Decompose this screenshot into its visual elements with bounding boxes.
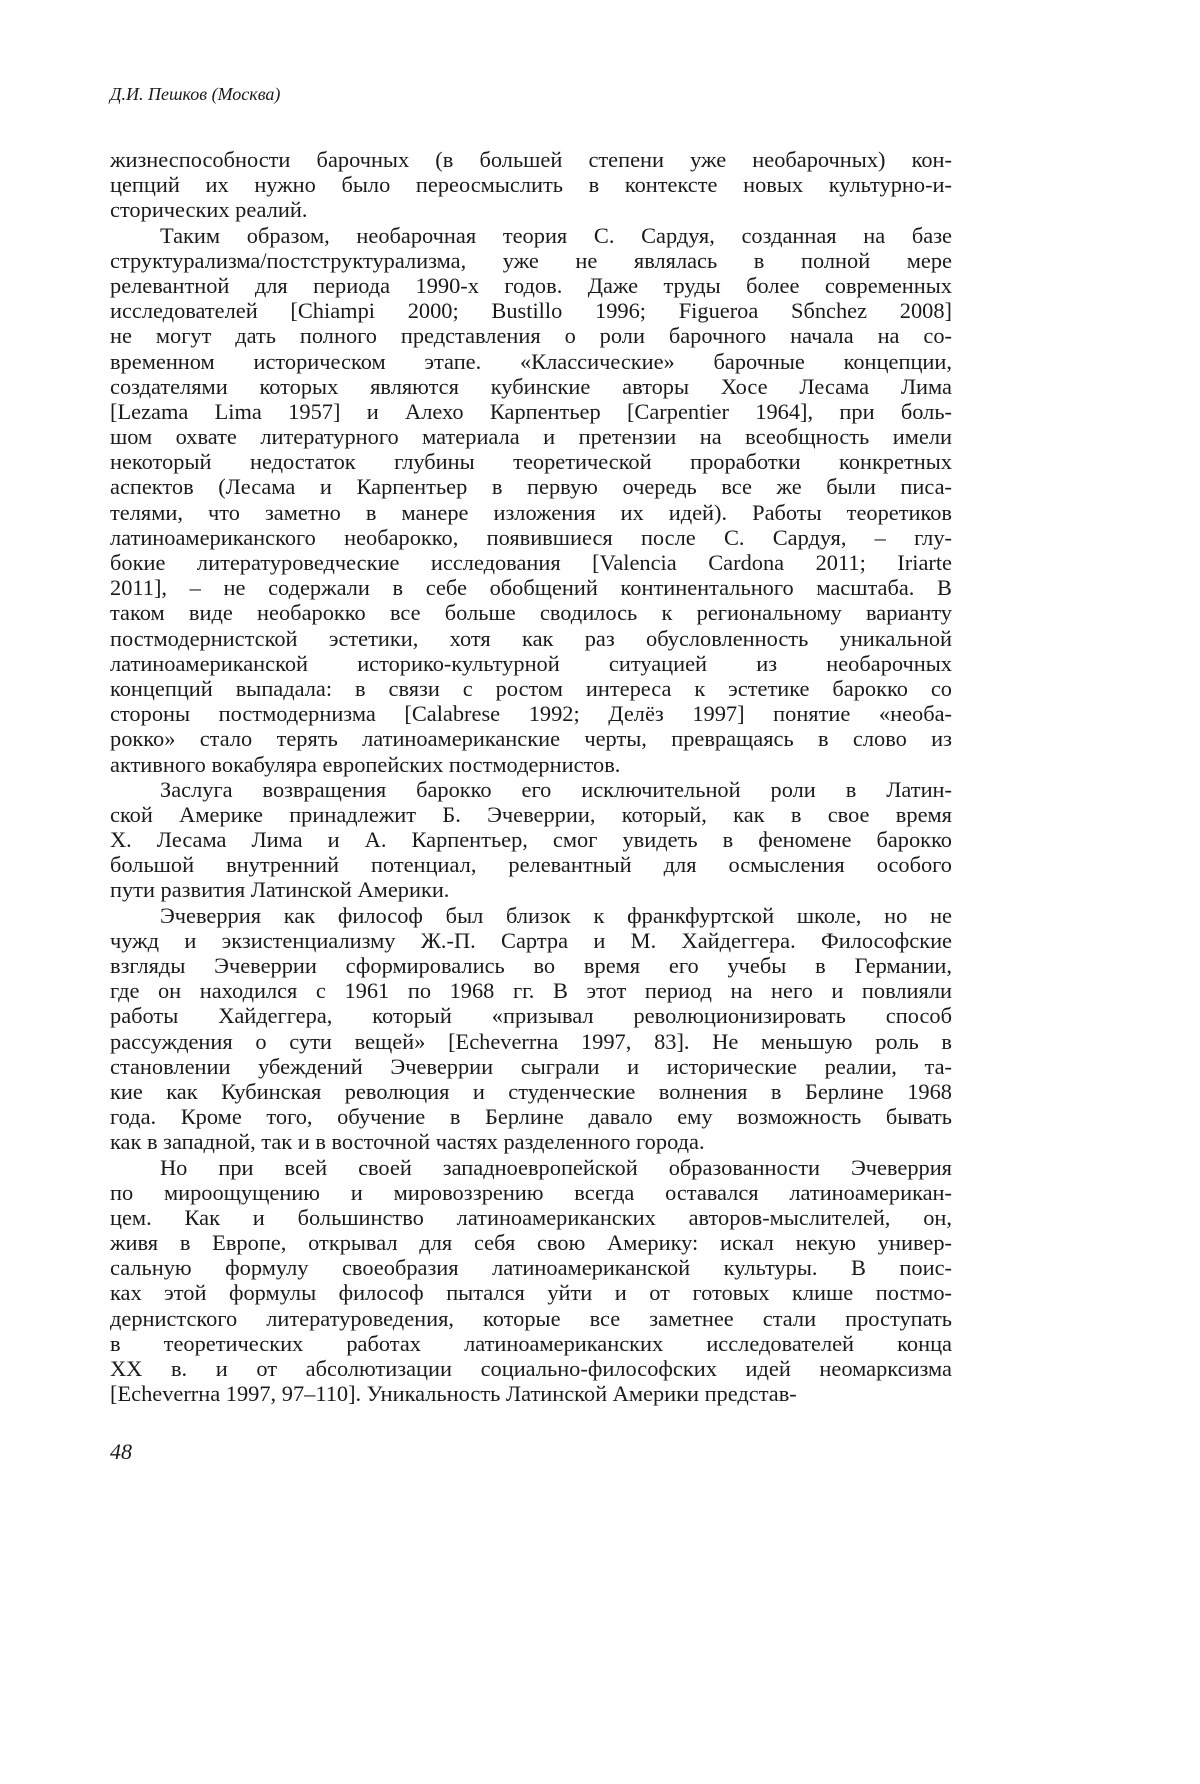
text-line: ской Америке принадлежит Б. Эчеверрии, который, как в свое время	[110, 801, 952, 827]
text-line: дернистского литературоведения, которые все заметнее стали проступать	[110, 1305, 952, 1331]
text-line: живя в Европе, открывал для себя свою Америку: искал некую универ-	[110, 1230, 952, 1256]
text-line: становлении убеждений Эчеверрии сыграли и исторические реалии, та-	[110, 1053, 952, 1079]
text-line: жизнеспособности барочных (в большей степени уже необарочных) кон-	[110, 147, 952, 172]
text-line: цепций их нужно было переосмыслить в контексте новых культурно-и-	[110, 172, 952, 198]
text-line: релевантной для периода 1990-х годов. Даже труды более современных	[110, 272, 952, 298]
text-line: большой внутренний потенциал, релевантный для осмысления особого	[110, 852, 952, 878]
text-line: создателями которых являются кубинские авторы Хосе Лесама Лима	[110, 373, 952, 399]
paragraph	[110, 903, 952, 1155]
text-line: Таким образом, необарочная теория С. Сардуя, созданная на базе	[160, 222, 952, 248]
text-line: XX в. и от абсолютизации социально-философских идей неомарксизма	[110, 1356, 952, 1381]
text-line: Но при всей своей западноевропейской образованности Эчеверрия	[160, 1154, 952, 1180]
text-line: пути развития Латинской Америки.	[110, 877, 450, 903]
text-line: сторических реалий.	[110, 197, 308, 223]
text-line: цем. Как и большинство латиноамериканских авторов-мыслителей, он,	[110, 1204, 952, 1230]
text-line: шом охвате литературного материала и претензии на всеобщность имели	[110, 424, 952, 450]
text-line: Заслуга возвращения барокко его исключительной роли в Латин-	[160, 776, 952, 802]
text-line: не могут дать полного представления о роли барочного начала на со-	[110, 323, 952, 349]
text-line: Х. Лесама Лима и А. Карпентьер, смог увидеть в феномене барокко	[110, 827, 952, 853]
text-line: Эчеверрия как философ был близок к франкфуртской школе, но не	[160, 902, 952, 928]
page-number: 48	[110, 1439, 132, 1464]
text-line: по мироощущению и мировоззрению всегда оставался латиноамерикан-	[110, 1179, 952, 1205]
text-line: взгляды Эчеверрии сформировались во время его учебы в Германии,	[110, 953, 952, 978]
text-line: аспектов (Лесама и Карпентьер в первую очередь все же были писа-	[110, 474, 952, 500]
text-line: активного вокабуляра европейских постмодернистов.	[110, 751, 621, 777]
paragraph	[110, 1155, 952, 1407]
text-line: года. Кроме того, обучение в Берлине давало ему возможность бывать	[110, 1104, 952, 1130]
text-line: постмодернистской эстетики, хотя как раз обусловленность уникальной	[110, 625, 952, 651]
text-line: как в западной, так и в восточной частях разделенного города.	[110, 1129, 705, 1155]
text-line: кие как Кубинская революция и студенческие волнения в Берлине 1968	[110, 1078, 952, 1104]
text-line: структурализма/постструктурализма, уже не являлась в полной мере	[110, 247, 952, 273]
text-line: рокко» стало терять латиноамериканские черты, превращаясь в слово из	[110, 726, 952, 752]
text-line: бокие литературоведческие исследования [Valencia Cardona 2011; Iriarte	[110, 550, 952, 575]
text-line: [Lezama Lima 1957] и Алехо Карпентьер [Carpentier 1964], при боль-	[110, 398, 952, 424]
text-line: стороны постмодернизма [Calabrese 1992; Делёз 1997] понятие «необа-	[110, 701, 952, 727]
text-line: в теоретических работах латиноамериканских исследователей конца	[110, 1330, 952, 1356]
body-text	[110, 147, 952, 1406]
text-line: таком виде необарокко все больше сводилось к региональному варианту	[110, 600, 952, 626]
text-line: ках этой формулы философ пытался уйти и от готовых клише постмо-	[110, 1280, 952, 1306]
text-line: латиноамериканского необарокко, появившиеся после С. Сардуя, – глу-	[110, 524, 952, 550]
paragraph	[110, 147, 952, 223]
text-line: работы Хайдеггера, который «призывал революционизировать способ	[110, 1003, 952, 1029]
text-line: концепций выпадала: в связи с ростом интереса к эстетике барокко со	[110, 675, 952, 701]
text-line: временном историческом этапе. «Классические» барочные концепции,	[110, 348, 952, 374]
text-line: некоторый недостаток глубины теоретической проработки конкретных	[110, 449, 952, 475]
text-line: [Echeverrнa 1997, 97–110]. Уникальность Латинской Америки представ-	[110, 1381, 797, 1407]
text-line: исследователей [Chiampi 2000; Bustillo 1996; Figueroa Sбnchez 2008]	[110, 298, 952, 324]
text-line: латиноамериканской историко-культурной ситуацией из необарочных	[110, 650, 952, 676]
text-line: сальную формулу своеобразия латиноамериканской культуры. В поис-	[110, 1255, 952, 1281]
paragraph	[110, 223, 952, 777]
text-line: чужд и экзистенциализму Ж.-П. Сартра и М. Хайдеггера. Философские	[110, 927, 952, 953]
running-head-author: Д.И. Пешков (Москва)	[110, 84, 281, 104]
text-line: где он находился с 1961 по 1968 гг. В этот период на него и повлияли	[110, 978, 952, 1004]
paragraph	[110, 777, 952, 903]
text-line: рассуждения о сути вещей» [Echeverrнa 1997, 83]. Не меньшую роль в	[110, 1028, 952, 1054]
text-line: 2011], – не содержали в себе обобщений континентального масштаба. В	[110, 575, 952, 601]
text-line: телями, что заметно в манере изложения их идей). Работы теоретиков	[110, 499, 952, 525]
